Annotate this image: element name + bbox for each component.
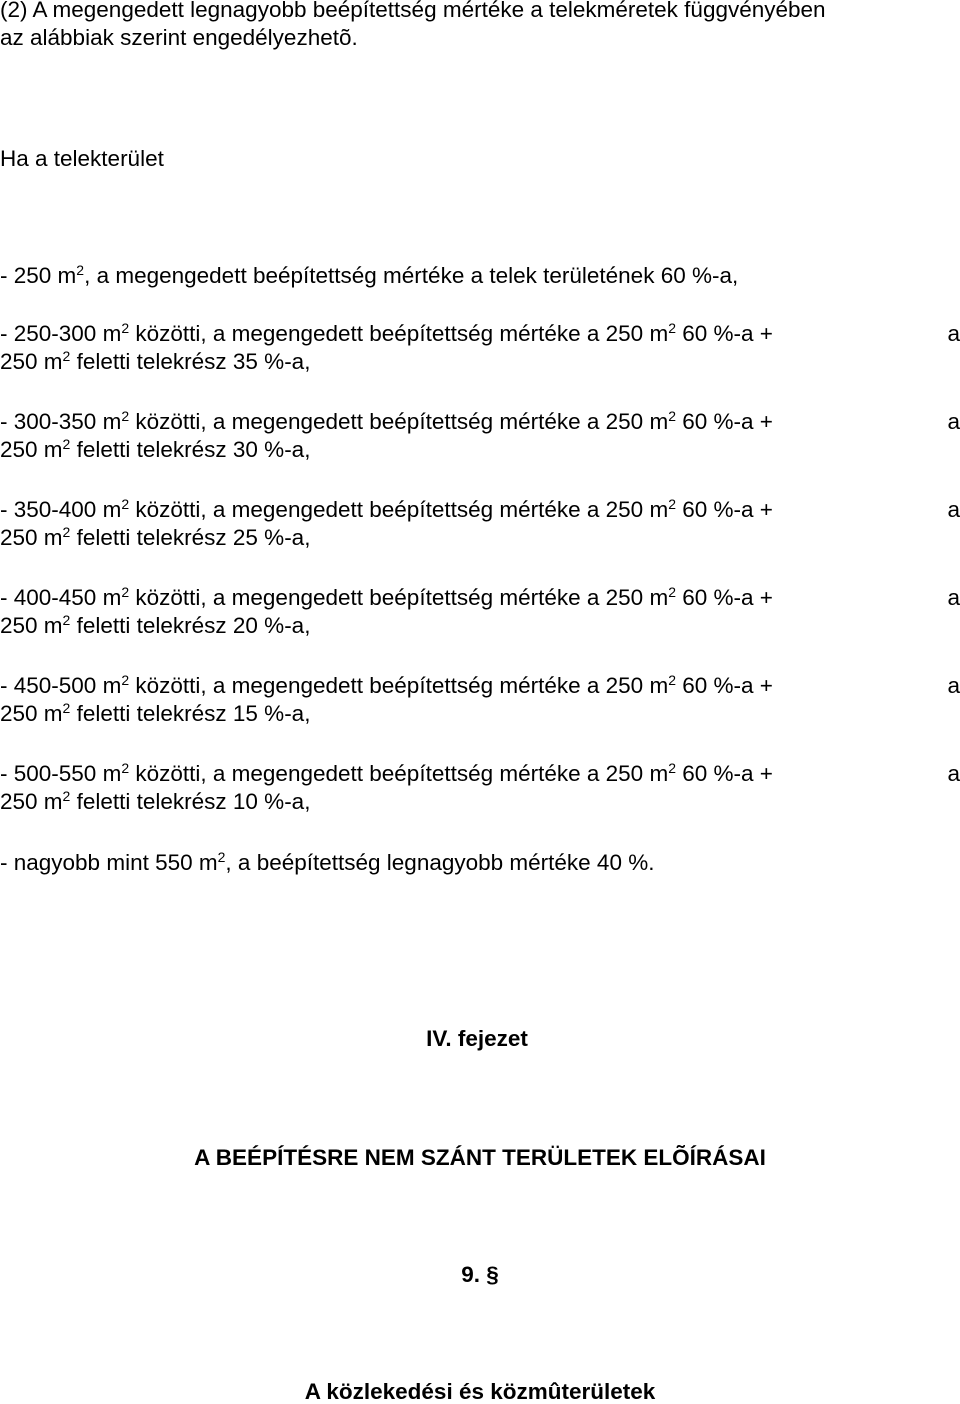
item-range: - 350-400 m bbox=[0, 497, 122, 522]
superscript: 2 bbox=[121, 496, 130, 512]
superscript: 2 bbox=[668, 496, 676, 512]
item-l2-pre: 250 m bbox=[0, 701, 63, 726]
superscript: 2 bbox=[121, 320, 130, 336]
superscript: 2 bbox=[62, 348, 71, 364]
superscript: 2 bbox=[668, 320, 676, 336]
item-l2-pre: 250 m bbox=[0, 525, 63, 550]
item-range: - 500-550 m bbox=[0, 761, 122, 786]
list-item-line-end: a bbox=[947, 761, 960, 786]
item-l2-pre: 250 m bbox=[0, 349, 63, 374]
superscript: 2 bbox=[668, 584, 676, 600]
chapter-heading: IV. fejezet bbox=[426, 1026, 528, 1051]
superscript: 2 bbox=[62, 524, 71, 540]
item-mid: közötti, a megengedett beépítettség mértéke a 250 m bbox=[129, 321, 669, 346]
superscript: 2 bbox=[121, 408, 130, 424]
superscript: 2 bbox=[62, 612, 71, 628]
superscript: 2 bbox=[121, 672, 130, 688]
item-l2-pre: 250 m bbox=[0, 613, 63, 638]
list-item-line-end: a bbox=[947, 585, 960, 610]
paragraph-intro-line-1: (2) A megengedett legnagyobb beépítettség mértéke a telekméretek függvényében bbox=[0, 0, 826, 22]
item-l2-post: feletti telekrész 35 %-a, bbox=[70, 349, 311, 374]
list-item-line-1 bbox=[0, 584, 773, 610]
superscript: 2 bbox=[668, 672, 676, 688]
superscript: 2 bbox=[62, 788, 71, 804]
item-tail: 60 %-a + bbox=[675, 761, 773, 786]
section-title: A közlekedési és közmûterületek bbox=[304, 1379, 656, 1404]
superscript: 2 bbox=[121, 760, 130, 776]
item-tail: 60 %-a + bbox=[675, 409, 773, 434]
superscript: 2 bbox=[217, 849, 226, 865]
list-item-line-2 bbox=[0, 788, 311, 814]
item-tail: 60 %-a + bbox=[675, 497, 773, 522]
item-range: - 450-500 m bbox=[0, 673, 122, 698]
list-item-line-end: a bbox=[947, 673, 960, 698]
item-mid: közötti, a megengedett beépítettség mértéke a 250 m bbox=[129, 761, 669, 786]
item-text-pre: - nagyobb mint 550 m bbox=[0, 850, 218, 875]
item-text-post: , a beépítettség legnagyobb mértéke 40 %. bbox=[225, 850, 655, 875]
list-item-line-2 bbox=[0, 348, 311, 374]
list-item-line-2 bbox=[0, 612, 311, 638]
list-item-line-1 bbox=[0, 672, 773, 698]
superscript: 2 bbox=[121, 584, 130, 600]
item-range: - 400-450 m bbox=[0, 585, 122, 610]
list-item-line-end: a bbox=[947, 321, 960, 346]
item-tail: 60 %-a + bbox=[675, 321, 773, 346]
item-mid: közötti, a megengedett beépítettség mértéke a 250 m bbox=[129, 497, 669, 522]
superscript: 2 bbox=[668, 760, 676, 776]
lead-text: Ha a telekterület bbox=[0, 146, 164, 171]
item-range: - 250-300 m bbox=[0, 321, 122, 346]
list-item-line-2 bbox=[0, 436, 311, 462]
item-text-pre: - 250 m bbox=[0, 263, 77, 288]
item-l2-post: feletti telekrész 30 %-a, bbox=[70, 437, 311, 462]
list-item-line-end: a bbox=[947, 497, 960, 522]
list-item-line-1 bbox=[0, 408, 773, 434]
section-number: 9. § bbox=[461, 1262, 499, 1287]
item-mid: közötti, a megengedett beépítettség mértéke a 250 m bbox=[129, 673, 669, 698]
item-tail: 60 %-a + bbox=[675, 585, 773, 610]
list-item-line-2 bbox=[0, 524, 311, 550]
superscript: 2 bbox=[62, 436, 71, 452]
item-mid: közötti, a megengedett beépítettség mértéke a 250 m bbox=[129, 585, 669, 610]
item-l2-pre: 250 m bbox=[0, 789, 63, 814]
superscript: 2 bbox=[668, 408, 676, 424]
item-l2-post: feletti telekrész 20 %-a, bbox=[70, 613, 311, 638]
list-item-first bbox=[0, 262, 739, 288]
item-text-post: , a megengedett beépítettség mértéke a telek területének 60 %-a, bbox=[84, 263, 739, 288]
list-item-line-1 bbox=[0, 320, 773, 346]
item-l2-post: feletti telekrész 15 %-a, bbox=[70, 701, 311, 726]
item-l2-pre: 250 m bbox=[0, 437, 63, 462]
paragraph-intro-line-2: az alábbiak szerint engedélyezhetõ. bbox=[0, 25, 358, 50]
item-mid: közötti, a megengedett beépítettség mértéke a 250 m bbox=[129, 409, 669, 434]
superscript: 2 bbox=[62, 700, 71, 716]
item-range: - 300-350 m bbox=[0, 409, 122, 434]
superscript: 2 bbox=[76, 262, 85, 278]
item-l2-post: feletti telekrész 10 %-a, bbox=[70, 789, 311, 814]
chapter-title: A BEÉPÍTÉSRE NEM SZÁNT TERÜLETEK ELÕÍRÁSAI bbox=[194, 1145, 766, 1170]
list-item-line-1 bbox=[0, 760, 773, 786]
list-item-line-1 bbox=[0, 496, 773, 522]
list-item-line-2 bbox=[0, 700, 311, 726]
item-l2-post: feletti telekrész 25 %-a, bbox=[70, 525, 311, 550]
list-item-line-end: a bbox=[947, 409, 960, 434]
list-item-last bbox=[0, 849, 655, 875]
item-tail: 60 %-a + bbox=[675, 673, 773, 698]
